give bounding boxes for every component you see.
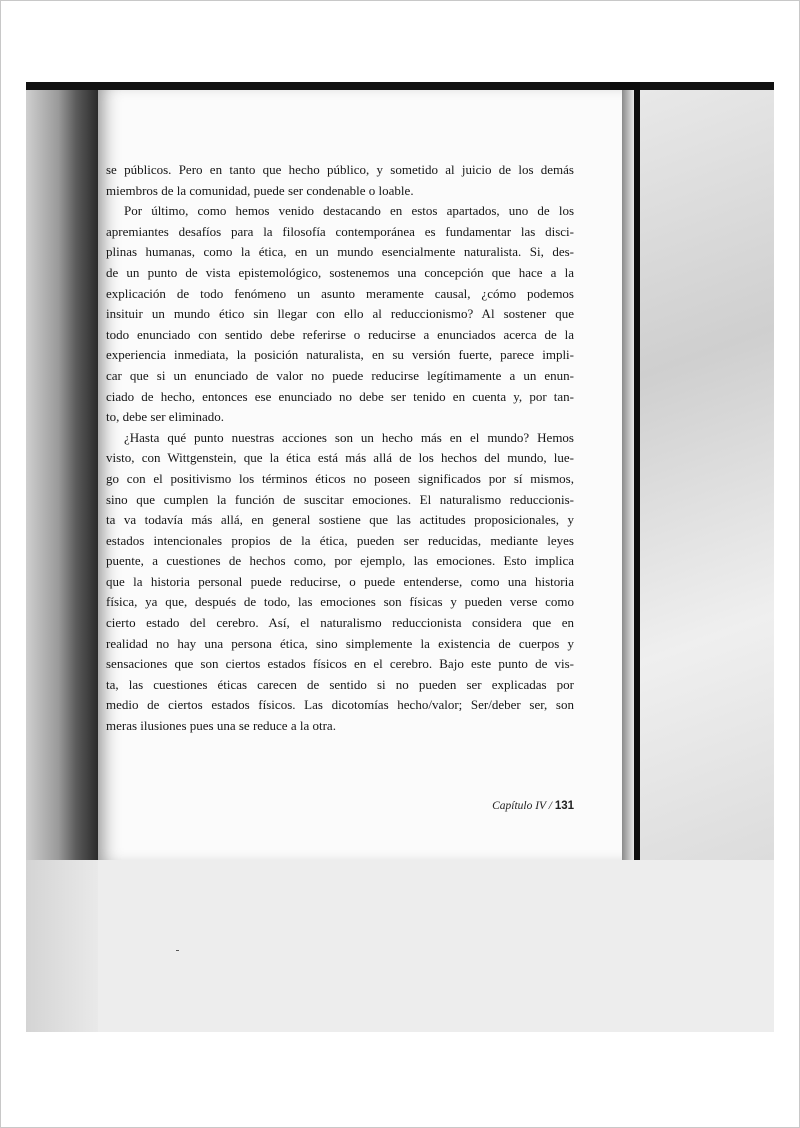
chapter-label: Capítulo IV / <box>492 800 552 812</box>
scan-bottom-left-shade <box>26 860 98 1032</box>
text-line: miembros de la comunidad, puede ser condenable o loable. <box>106 182 414 198</box>
text-line: experiencia inmediata, la posición naturalista, en su versión fuerte, parece impli- <box>106 347 574 363</box>
text-line: ta, las cuestiones éticas carecen de sentido si no pueden ser explicadas por <box>106 676 574 692</box>
text-line: que la historia personal puede reducirse, o puede entenderse, como una historia <box>106 573 574 589</box>
book-page <box>98 90 628 860</box>
text-line: ta va todavía más allá, en general sostiene que las actitudes proposicionales, y <box>106 512 574 528</box>
text-line: go con el positivismo los términos éticos no poseen significados por sí mismos, <box>106 470 574 486</box>
text-line: explicación de todo fenómeno un asunto meramente causal, ¿cómo podemos <box>106 285 574 301</box>
text-line: ciado de hecho, entonces ese enunciado no debe ser tenido en cuenta y, por tan- <box>106 388 574 404</box>
text-line: sensaciones que son ciertos estados físicos en el cerebro. Bajo este punto de vis- <box>106 656 574 672</box>
text-line: cierto estado del cerebro. Así, el naturalismo reduccionista considera que en <box>106 615 574 631</box>
text-line: todo enunciado con sentido debe referirse o reducirse a enunciados acerca de la <box>106 326 574 342</box>
text-line: realidad no hay una persona ética, sino simplemente la existencia de cuerpos y <box>106 635 574 651</box>
text-line: insituir un mundo ético sin llegar con ello al reduccionismo? Al sostener que <box>106 306 574 322</box>
text-line: to, debe ser eliminado. <box>106 409 225 425</box>
text-line: sino que cumplen la función de suscitar emociones. El naturalismo reduccionis- <box>106 491 574 507</box>
scan-background-right <box>640 90 774 860</box>
text-line: de un punto de vista epistemológico, sostenemos una concepción que hace a la <box>106 264 574 280</box>
page-body-text <box>106 160 574 737</box>
paragraph-3 <box>106 428 574 737</box>
page-number: 131 <box>554 800 574 812</box>
text-line: apremiantes desafíos para la filosofía contemporánea es fundamentar las disci- <box>106 223 574 239</box>
text-line: Por último, como hemos venido destacando en estos apartados, uno de los <box>124 203 574 219</box>
paragraph-1 <box>106 160 574 201</box>
scan-speck <box>176 950 179 951</box>
scanned-book-spread <box>26 82 774 1032</box>
page-edge-strip <box>622 90 634 860</box>
text-line: car que si un enunciado de valor no puede reducirse legítimamente a un enun- <box>106 367 574 383</box>
text-line: física, ya que, después de todo, las emociones son físicas y pueden verse como <box>106 594 574 610</box>
page-footer <box>106 800 574 812</box>
scan-top-edge <box>26 82 774 90</box>
text-line: puente, a cuestiones de hechos como, por ejemplo, las emociones. Esto implica <box>106 553 574 569</box>
text-line: visto, con Wittgenstein, que la ética está más allá de los hechos del mundo, lue- <box>106 450 574 466</box>
text-line: medio de ciertos estados físicos. Las dicotomías hecho/valor; Ser/deber ser, son <box>106 697 574 713</box>
text-line: meras ilusiones pues una se reduce a la otra. <box>106 718 336 734</box>
text-line: ¿Hasta qué punto nuestras acciones son un hecho más en el mundo? Hemos <box>124 429 574 445</box>
text-line: se públicos. Pero en tanto que hecho público, y sometido al juicio de los demás <box>106 162 574 177</box>
paragraph-2 <box>106 201 574 428</box>
text-line: estados intencionales propios de la ética, pueden ser reducidas, mediante leyes <box>106 532 574 548</box>
book-gutter-shadow <box>26 90 98 860</box>
scan-bottom-background <box>26 860 774 1032</box>
text-line: plinas humanas, como la ética, en un mundo esencialmente naturalista. Si, des- <box>106 244 574 260</box>
